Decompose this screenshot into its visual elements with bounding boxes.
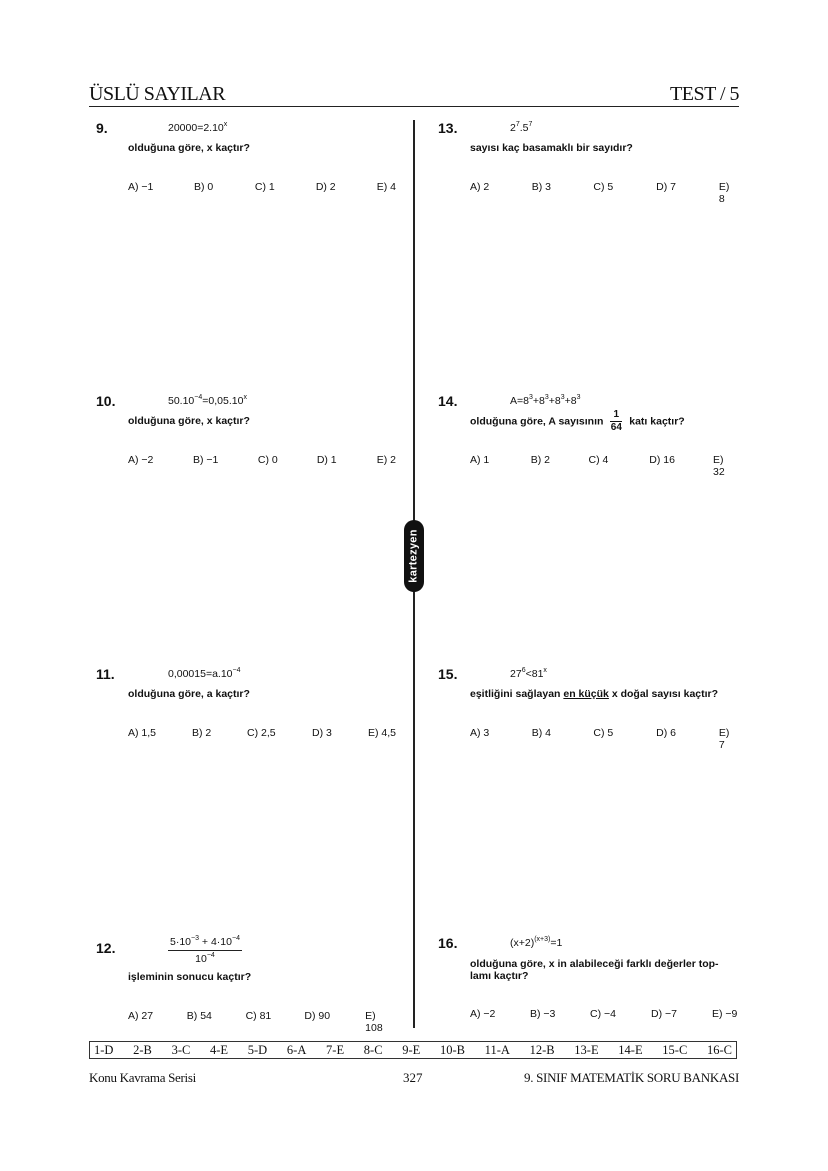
question-text: olduğuna göre, x kaçtır? bbox=[128, 415, 250, 427]
answer-key-item: 15-C bbox=[662, 1042, 688, 1057]
answer-choices bbox=[470, 454, 738, 478]
choice-c[interactable]: C) 0 bbox=[257, 454, 278, 466]
question-expression: $27^6<81^x$ bbox=[510, 667, 547, 680]
choice-d[interactable]: D) 3 bbox=[312, 727, 332, 739]
answer-key-item: 8-C bbox=[363, 1042, 383, 1057]
choice-d[interactable]: D) −7 bbox=[651, 1008, 677, 1020]
question-expression-fraction bbox=[168, 936, 242, 965]
choice-c[interactable]: C) 5 bbox=[593, 181, 614, 193]
answer-key-item: 2-B bbox=[133, 1042, 152, 1057]
choice-d[interactable]: D) 90 bbox=[304, 1010, 331, 1022]
question-text-line-1: olduğuna göre, x in alabileceği farklı değerler top- bbox=[470, 958, 719, 970]
question-text: olduğuna göre, a kaçtır? bbox=[128, 688, 250, 700]
choice-e[interactable]: E) 2 bbox=[376, 454, 397, 466]
book-title: 9. SINIF MATEMATİK SORU BANKASI bbox=[524, 1070, 739, 1085]
answer-key-item: 6-A bbox=[286, 1042, 307, 1057]
emphasis-underline: en küçük bbox=[563, 688, 609, 700]
choice-a[interactable]: A) −2 bbox=[470, 1008, 496, 1020]
choice-a[interactable]: A) 2 bbox=[470, 181, 490, 193]
series-name: Konu Kavrama Serisi bbox=[89, 1070, 196, 1085]
choice-a[interactable]: A) 1,5 bbox=[128, 727, 157, 739]
choice-e[interactable]: E) 7 bbox=[718, 727, 730, 751]
answer-key-item: 11-A bbox=[484, 1042, 510, 1057]
answer-key-item: 12-B bbox=[529, 1042, 555, 1057]
choice-c[interactable]: C) 2,5 bbox=[247, 727, 276, 739]
question-text: olduğuna göre, x kaçtır? bbox=[128, 142, 250, 154]
fraction: $\frac{1}{64}$ bbox=[610, 409, 622, 433]
question-number: 13. bbox=[438, 120, 458, 136]
question-expression: $50.10^{-4}=0,05.10^x$ bbox=[168, 394, 247, 407]
question-expression: $2^7.5^7$ bbox=[510, 121, 533, 134]
question-number: 15. bbox=[438, 666, 458, 682]
answer-key-item: 10-B bbox=[439, 1042, 465, 1057]
answer-key-item: 9-E bbox=[402, 1042, 421, 1057]
answer-key-item: 13-E bbox=[574, 1042, 599, 1057]
choice-e[interactable]: E) −9 bbox=[712, 1008, 738, 1020]
answer-key-item: 3-C bbox=[171, 1042, 191, 1057]
answer-key bbox=[89, 1041, 737, 1059]
choice-c[interactable]: C) 1 bbox=[254, 181, 275, 193]
answer-choices bbox=[470, 727, 738, 751]
choice-a[interactable]: A) −1 bbox=[128, 181, 154, 193]
question-number: 11. bbox=[96, 666, 115, 682]
choice-e[interactable]: E) 4 bbox=[376, 181, 397, 193]
answer-key-item: 16-C bbox=[706, 1042, 732, 1057]
choice-d[interactable]: D) 6 bbox=[656, 727, 676, 739]
choice-a[interactable]: A) −2 bbox=[128, 454, 154, 466]
choice-a[interactable]: A) 3 bbox=[470, 727, 490, 739]
choice-e[interactable]: E) 4,5 bbox=[368, 727, 397, 739]
question-number: 12. bbox=[96, 940, 116, 956]
choice-e[interactable]: E) 32 bbox=[713, 454, 725, 478]
header-rule bbox=[89, 106, 739, 107]
choice-d[interactable]: D) 2 bbox=[315, 181, 336, 193]
answer-choices bbox=[128, 181, 396, 193]
choice-d[interactable]: D) 16 bbox=[649, 454, 675, 466]
choice-c[interactable]: C) 81 bbox=[245, 1010, 272, 1022]
question-number: 10. bbox=[96, 393, 116, 409]
choice-b[interactable]: B) 3 bbox=[531, 181, 551, 193]
choice-b[interactable]: B) 2 bbox=[192, 727, 212, 739]
question-expression: $0,00015=a.10^{-4}$ bbox=[168, 667, 241, 680]
fraction-numerator: $5\cdot 10^{-3} + 4\cdot 10^{-4}$ bbox=[168, 936, 242, 951]
choice-b[interactable]: B) 4 bbox=[531, 727, 551, 739]
question-text: işleminin sonucu kaçtır? bbox=[128, 971, 252, 983]
choice-d[interactable]: D) 1 bbox=[316, 454, 337, 466]
answer-choices bbox=[470, 181, 738, 205]
question-expression: $(x+2)^{(x+3)}=1$ bbox=[510, 936, 563, 949]
answer-choices bbox=[128, 1010, 396, 1034]
choice-a[interactable]: A) 1 bbox=[470, 454, 490, 466]
page-number: 327 bbox=[403, 1070, 423, 1085]
fraction-denominator: $10^{-4}$ bbox=[195, 952, 215, 965]
choice-e[interactable]: E) 8 bbox=[718, 181, 730, 205]
choice-b[interactable]: B) −3 bbox=[530, 1008, 556, 1020]
answer-key-item: 14-E bbox=[618, 1042, 643, 1057]
question-number: 9. bbox=[96, 120, 108, 136]
answer-choices bbox=[128, 454, 396, 466]
publisher-logo-text: kartezyen bbox=[408, 529, 421, 583]
question-expression: $A=8^3+8^3+8^3+8^3$ bbox=[510, 394, 581, 407]
answer-key-item: 5-D bbox=[247, 1042, 268, 1057]
question-expression: $20000=2.10^x$ bbox=[168, 121, 228, 134]
choice-b[interactable]: B) 54 bbox=[186, 1010, 212, 1022]
choice-c[interactable]: C) −4 bbox=[590, 1008, 616, 1020]
choice-b[interactable]: B) −1 bbox=[192, 454, 219, 466]
answer-key-item: 1-D bbox=[94, 1042, 114, 1057]
choice-b[interactable]: B) 2 bbox=[530, 454, 551, 466]
choice-d[interactable]: D) 7 bbox=[656, 181, 676, 193]
answer-choices bbox=[128, 727, 396, 739]
question-number: 14. bbox=[438, 393, 458, 409]
question-text: sayısı kaç basamaklı bir sayıdır? bbox=[470, 142, 633, 154]
publisher-badge bbox=[404, 520, 424, 592]
choice-a[interactable]: A) 27 bbox=[128, 1010, 154, 1022]
choice-e[interactable]: E) 108 bbox=[365, 1010, 383, 1034]
answer-key-item: 7-E bbox=[326, 1042, 345, 1057]
choice-c[interactable]: C) 5 bbox=[593, 727, 614, 739]
question-text-line-2: lamı kaçtır? bbox=[470, 970, 529, 982]
answer-key-item: 4-E bbox=[210, 1042, 229, 1057]
question-text: olduğuna göre, A sayısının $\frac{1}{64}$ katı kaçtır? bbox=[470, 409, 685, 433]
choice-c[interactable]: C) 4 bbox=[588, 454, 609, 466]
test-label: TEST / 5 bbox=[670, 83, 739, 105]
question-text: eşitliğini sağlayan en küçük x doğal sayısı kaçtır? bbox=[470, 688, 719, 700]
question-number: 16. bbox=[438, 935, 458, 951]
answer-choices bbox=[470, 1008, 737, 1020]
choice-b[interactable]: B) 0 bbox=[193, 181, 214, 193]
section-title: ÜSLÜ SAYILAR bbox=[89, 83, 226, 105]
